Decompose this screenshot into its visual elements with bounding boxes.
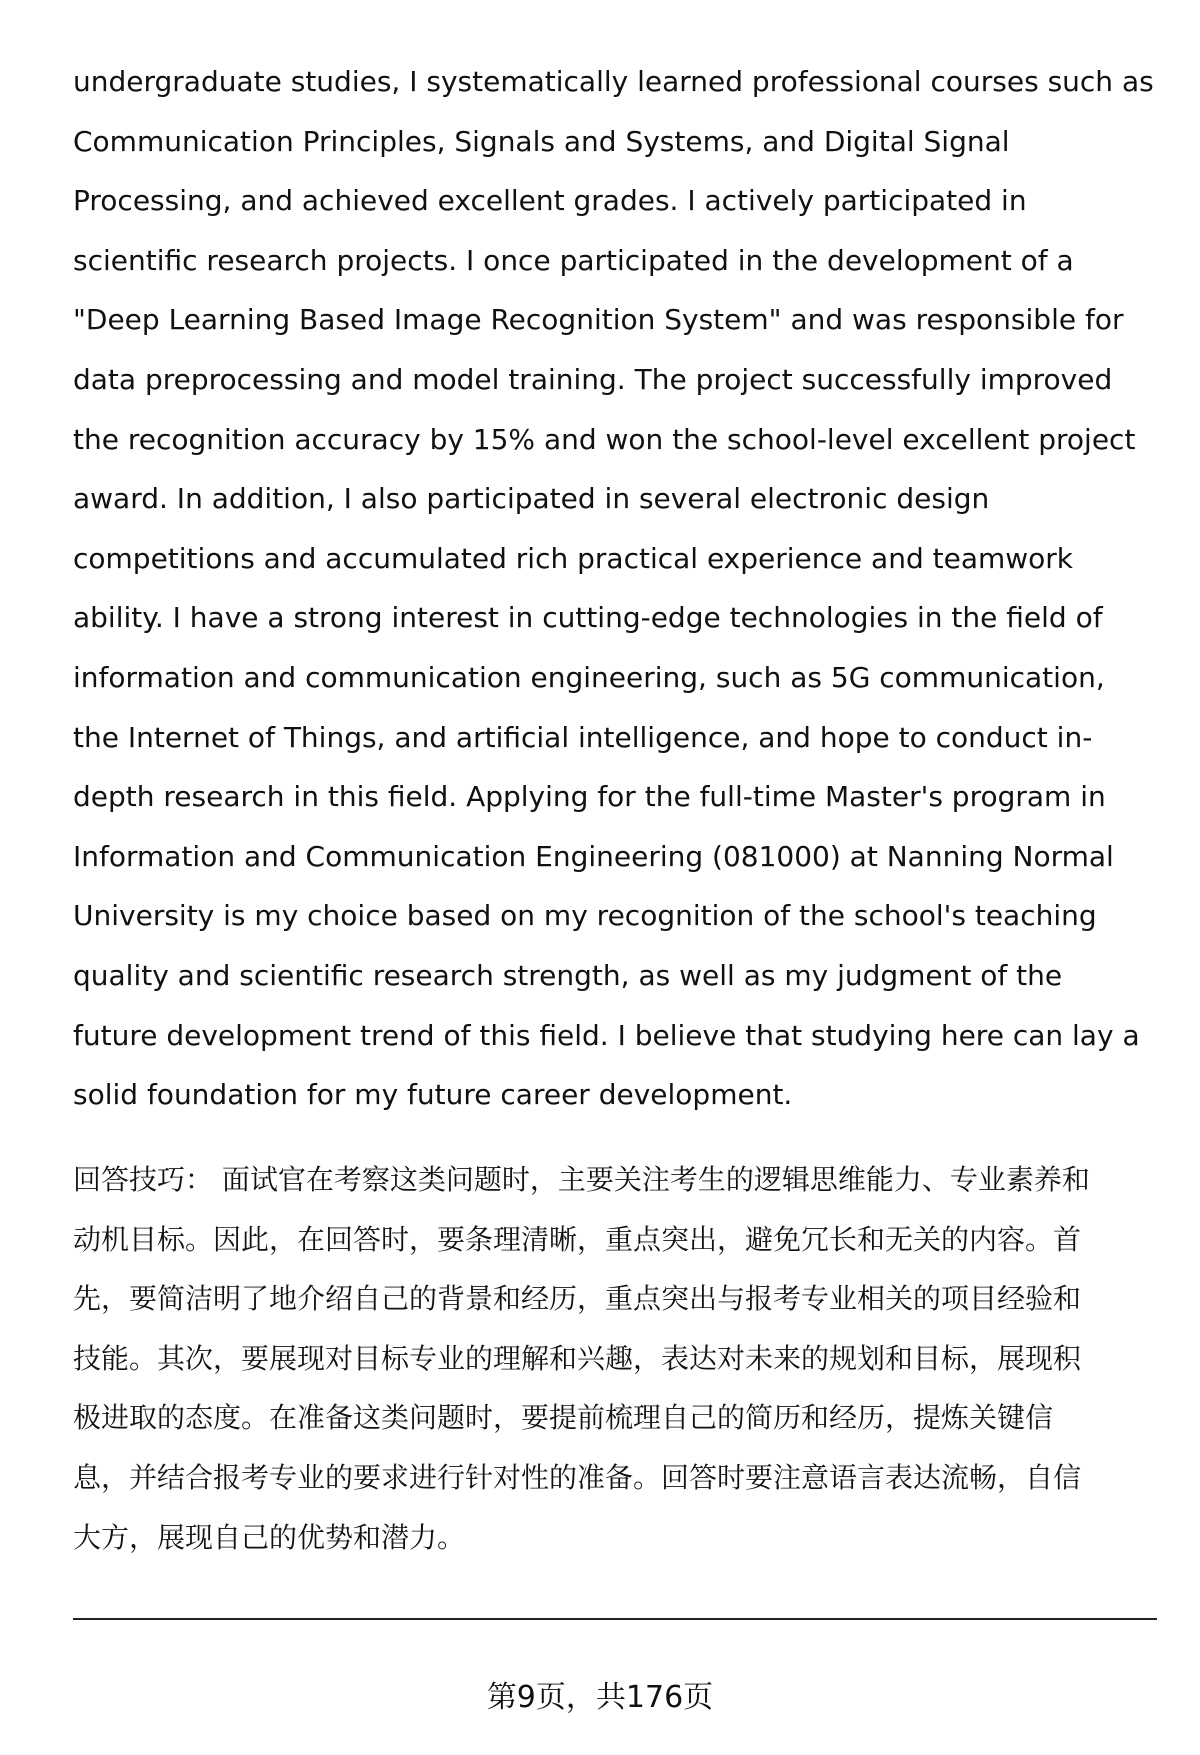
tips-line: 极进取的态度。在准备这类问题时，要提前梳理自己的简历和经历，提炼关键信 bbox=[73, 1401, 1054, 1435]
text-line: information and communication engineering, such as 5G communication, bbox=[73, 660, 1105, 694]
text-line: the Internet of Things, and artificial intelligence, and hope to conduct in- bbox=[73, 720, 1093, 754]
text-line: scientific research projects. I once participated in the development of a bbox=[73, 243, 1074, 277]
text-line: future development trend of this field. I believe that studying here can lay a bbox=[73, 1018, 1140, 1052]
text-line: Processing, and achieved excellent grades. I actively participated in bbox=[73, 184, 1027, 218]
text-line: award. In addition, I also participated in several electronic design bbox=[73, 482, 990, 516]
tips-line: 先，要简洁明了地介绍自己的背景和经历，重点突出与报考专业相关的项目经验和 bbox=[73, 1282, 1082, 1316]
page-number: 第9页，共176页 bbox=[486, 1680, 714, 1715]
text-line: Information and Communication Engineering (081000) at Nanning Normal bbox=[73, 839, 1114, 873]
footer-divider bbox=[73, 1618, 1157, 1620]
text-line: quality and scientific research strength, as well as my judgment of the bbox=[73, 958, 1063, 992]
text-line: "Deep Learning Based Image Recognition System" and was responsible for bbox=[73, 303, 1124, 337]
text-line: depth research in this field. Applying for the full-time Master's program in bbox=[73, 780, 1106, 814]
tips-line: 息，并结合报考专业的要求进行针对性的准备。回答时要注意语言表达流畅，自信 bbox=[73, 1460, 1082, 1494]
tips-line: 技能。其次，要展现对目标专业的理解和兴趣，表达对未来的规划和目标，展现积 bbox=[73, 1341, 1082, 1375]
text-line: Communication Principles, Signals and Systems, and Digital Signal bbox=[73, 124, 1010, 158]
text-line: undergraduate studies, I systematically learned professional courses such as bbox=[73, 65, 1154, 98]
text-line: competitions and accumulated rich practical experience and teamwork bbox=[73, 541, 1074, 575]
tips-line: 动机目标。因此，在回答时，要条理清晰，重点突出，避免冗长和无关的内容。首 bbox=[73, 1222, 1082, 1256]
text-line: data preprocessing and model training. The project successfully improved bbox=[73, 362, 1113, 396]
answer-paragraph bbox=[73, 52, 1163, 1125]
answer-tips-paragraph bbox=[73, 1150, 1163, 1567]
text-line: solid foundation for my future career development. bbox=[73, 1078, 793, 1112]
tips-line: 大方，展现自己的优势和潜力。 bbox=[73, 1520, 466, 1554]
tips-line: 回答技巧： 面试官在考察这类问题时，主要关注考生的逻辑思维能力、专业素养和 bbox=[73, 1163, 1090, 1196]
text-line: University is my choice based on my recognition of the school's teaching bbox=[73, 899, 1097, 933]
text-line: the recognition accuracy by 15% and won the school-level excellent project bbox=[73, 422, 1136, 456]
text-line: ability. I have a strong interest in cutting-edge technologies in the field of bbox=[73, 601, 1103, 635]
